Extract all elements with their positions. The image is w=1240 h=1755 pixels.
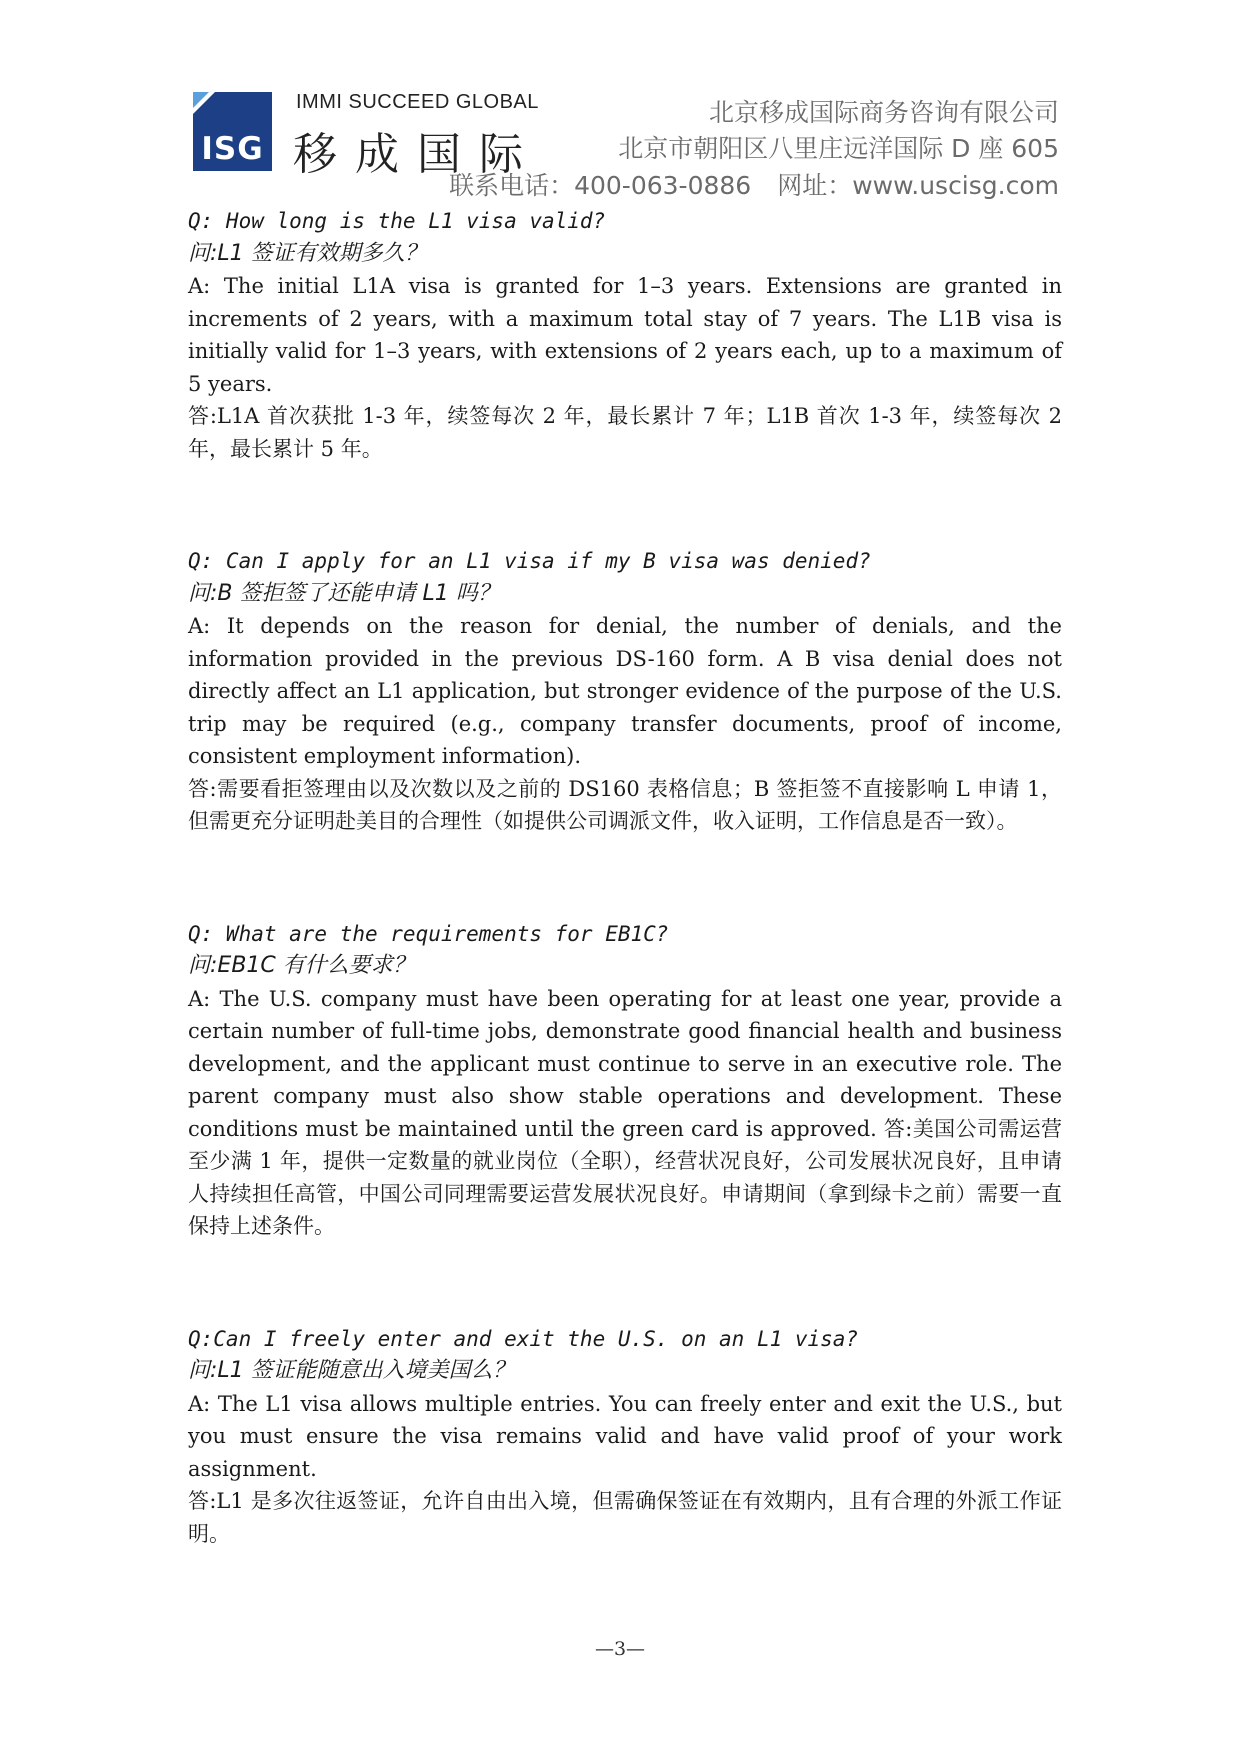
page-number: —3—: [594, 1638, 646, 1660]
question-chinese: 问:B 签拒签了还能申请 L1 吗？: [188, 580, 500, 606]
faq-content: [188, 205, 1062, 1550]
isg-logo: [193, 92, 272, 171]
answer-english: A: The initial L1A visa is granted for 1–3 years. Extensions are granted in increments of 2 years, with a maximum total stay of 7 years. The L1B visa is initially valid for 1–3 years, with extensions of 2 years each, up to a maximum of 5 years.: [188, 274, 1062, 396]
answer-combined: [188, 983, 1062, 1243]
letterhead: [193, 88, 1059, 200]
faq-item: [188, 918, 1062, 1243]
contact-line: [449, 166, 1059, 202]
answer-chinese: 答:L1 是多次往返签证，允许自由出入境，但需确保签证在有效期内，且有合理的外派工作证明。: [188, 1489, 1062, 1546]
faq-item: [188, 205, 1062, 465]
logo-corner-accent: [193, 92, 209, 108]
faq-item: [188, 1323, 1062, 1551]
question-english: Q: Can I apply for an L1 visa if my B visa was denied?: [188, 549, 871, 573]
answer-english: A: The U.S. company must have been operating for at least one year, provide a certain number of full-time jobs, demonstrate good financial health and business development, and the applicant must continue to serve in an executive role. The parent company must also show stable operations and development. These conditions must be maintained until the green card is approved.: [188, 986, 1062, 1141]
question-chinese: 问:L1 签证有效期多久？: [188, 240, 427, 266]
brand-name-chinese: 移成国际: [293, 129, 541, 180]
company-name: 北京移成国际商务咨询有限公司: [708, 98, 1059, 127]
question-english: Q:Can I freely enter and exit the U.S. on an L1 visa?: [188, 1326, 859, 1351]
answer-english: A: It depends on the reason for denial, the number of denials, and the information provided in the previous DS-160 form. A B visa denial does not directly affect an L1 application, but stronger evidence of the purpose of the U.S. trip may be required (e.g., company transfer documents, proof of income, consistent employment information).: [188, 614, 1062, 768]
brand-name-english: IMMI SUCCEED GLOBAL: [296, 91, 539, 113]
question-english: Q: How long is the L1 visa valid?: [188, 209, 606, 233]
website: 网址：www.uscisg.com: [777, 171, 1059, 200]
answer-chinese: 答:美国公司需运营至少满 1 年，提供一定数量的就业岗位（全职），经营状况良好，公司发展状况良好，且申请人持续担任高管，中国公司同理需要运营发展状况良好。申请期间（拿到绿卡之前）需要一直保持上述条件。: [188, 1116, 1063, 1238]
question-english: Q: What are the requirements for EB1C?: [188, 921, 669, 946]
answer-chinese: 答:L1A 首次获批 1-3 年，续签每次 2 年，最长累计 7 年；L1B 首次 1-3 年，续签每次 2 年，最长累计 5 年。: [188, 404, 1062, 461]
logo-text: ISG: [201, 131, 264, 167]
phone-number: 联系电话：400-063-0886: [449, 171, 752, 200]
question-chinese: 问:L1 签证能随意出入境美国么？: [188, 1358, 515, 1383]
question-chinese: 问:EB1C 有什么要求？: [188, 953, 415, 978]
faq-item: [188, 545, 1062, 838]
company-address: 北京市朝阳区八里庄远洋国际 D 座 605: [618, 134, 1059, 163]
answer-chinese: 答:需要看拒签理由以及次数以及之前的 DS160 表格信息；B 签拒签不直接影响 L 申请 1，但需更充分证明赴美目的合理性（如提供公司调派文件，收入证明，工作信息是否一致）。: [188, 776, 1062, 833]
answer-english: A: The L1 visa allows multiple entries. You can freely enter and exit the U.S., but you must ensure the visa remains valid and have valid proof of your work assignment.: [188, 1391, 1062, 1481]
